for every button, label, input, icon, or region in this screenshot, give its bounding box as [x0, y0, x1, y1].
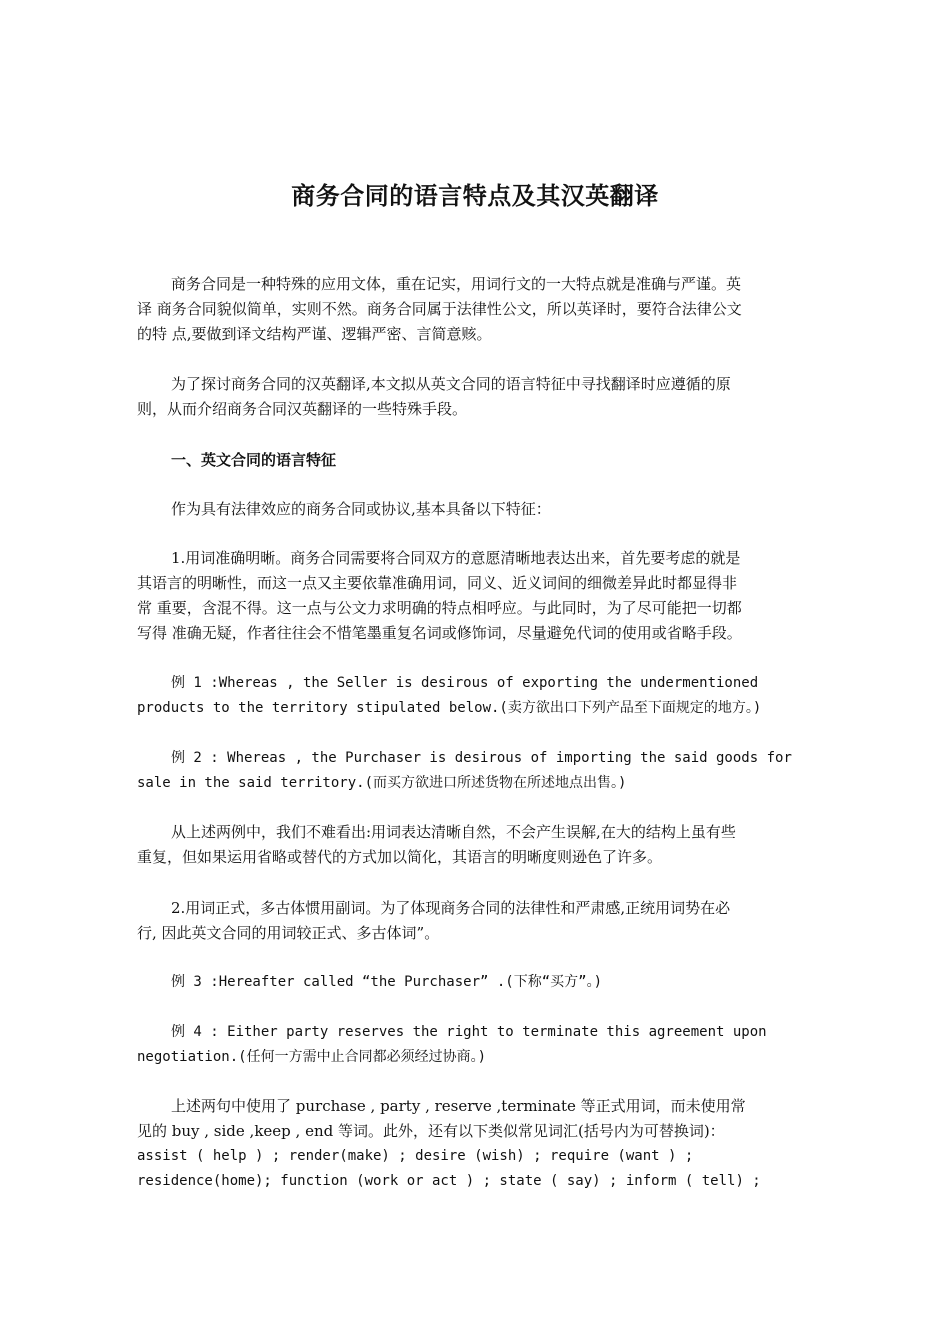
paragraph-features-intro [137, 497, 829, 522]
document-title: 商务合同的语言特点及其汉英翻译 [291, 182, 659, 210]
text-line: 的特 点,要做到译文结构严谨、逻辑严密、言简意赅。 [137, 325, 492, 343]
text-line: 作为具有法律效应的商务合同或协议,基本具备以下特征： [171, 500, 551, 518]
paragraph-analysis-2 [137, 1094, 829, 1194]
text-line: 行, 因此英文合同的用词较正式、多古体词”。 [137, 924, 440, 942]
text-line: 例 2 : Whereas , the Purchaser is desirous of importing the said goods for [171, 750, 792, 766]
example-4 [137, 1020, 829, 1070]
text-line: products to the territory stipulated below.(卖方欲出口下列产品至下面规定的地方。) [137, 700, 762, 716]
text-line: 译 商务合同貌似简单，实则不然。商务合同属于法律性公文，所以英译时，要符合法律公文 [137, 300, 742, 318]
text-line: 上述两句中使用了 purchase , party , reserve ,terminate 等正式用词，而未使用常 [171, 1097, 746, 1115]
text-line: 则，从而介绍商务合同汉英翻译的一些特殊手段。 [137, 400, 468, 418]
text-line: 例 3 :Hereafter called “the Purchaser” .(下称“买方”。) [171, 974, 603, 990]
text-line: 为了探讨商务合同的汉英翻译,本文拟从英文合同的语言特征中寻找翻译时应遵循的原 [171, 375, 731, 393]
example-2 [137, 746, 829, 796]
text-line: 重复，但如果运用省略或替代的方式加以简化，其语言的明晰度则逊色了许多。 [137, 848, 663, 866]
text-line: 从上述两例中，我们不难看出:用词表达清晰自然，不会产生误解,在大的结构上虽有些 [171, 823, 736, 841]
text-line: residence(home); function (work or act ) ; state ( say) ; inform ( tell) ; [137, 1173, 761, 1189]
example-3 [137, 970, 829, 995]
paragraph-purpose [137, 372, 829, 422]
text-line: 1.用词准确明晰。商务合同需要将合同双方的意愿清晰地表达出来，首先要考虑的就是 [171, 549, 741, 567]
text-line: 写得 准确无疑，作者往往会不惜笔墨重复名词或修饰词，尽量避免代词的使用或省略手段。 [137, 624, 742, 642]
paragraph-intro [137, 272, 829, 347]
text-line: 例 4 : Either party reserves the right to terminate this agreement upon [171, 1024, 767, 1040]
example-1 [137, 671, 829, 721]
text-line: sale in the said territory.(而买方欲进口所述货物在所述地点出售。) [137, 775, 627, 791]
paragraph-feature-1 [137, 546, 829, 646]
text-line: 其语言的明晰性，而这一点又主要依靠准确用词，同义、近义词间的细微差异此时都显得非 [137, 574, 738, 592]
text-line: 商务合同是一种特殊的应用文体，重在记实，用词行文的一大特点就是准确与严谨。英 [171, 275, 742, 293]
text-line: 见的 buy , side ,keep , end 等词。此外，还有以下类似常见词汇(括号内为可替换词)： [137, 1122, 725, 1140]
section-heading [137, 448, 829, 473]
paragraph-analysis-1 [137, 820, 829, 870]
text-line: assist ( help ) ; render(make) ; desire (wish) ; require (want ) ; [137, 1148, 694, 1164]
text-line: 常 重要，含混不得。这一点与公文力求明确的特点相呼应。与此同时，为了尽可能把一切都 [137, 599, 742, 617]
text-line: 例 1 :Whereas , the Seller is desirous of exporting the undermentioned [171, 675, 759, 691]
text-line: 2.用词正式，多古体惯用副词。为了体现商务合同的法律性和严肃感,正统用词势在必 [171, 899, 731, 917]
section-heading-text: 一、英文合同的语言特征 [171, 451, 337, 469]
text-line: negotiation.(任何一方需中止合同都必须经过协商。) [137, 1049, 487, 1065]
paragraph-feature-2 [137, 896, 829, 946]
